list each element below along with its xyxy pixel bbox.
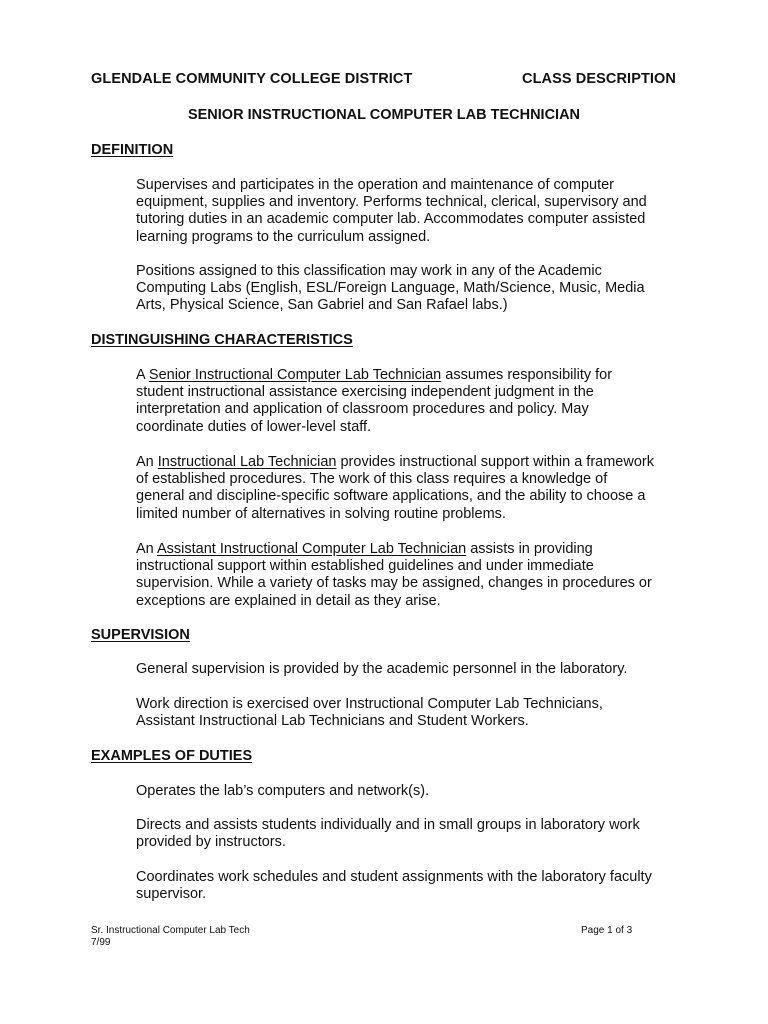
text-line: limited number of alternatives in solving routine problems.	[136, 505, 506, 522]
definition-paragraph-1	[136, 177, 681, 246]
duties-heading: EXAMPLES OF DUTIES	[91, 748, 253, 764]
distinguishing-heading: DISTINGUISHING CHARACTERISTICS	[91, 332, 353, 348]
supervision-paragraph-1	[136, 661, 681, 678]
text-line: Computing Labs (English, ESL/Foreign Language, Math/Science, Music, Media	[136, 280, 645, 297]
distinguishing-paragraph-1	[136, 367, 681, 436]
text-line: equipment, supplies and inventory. Performs technical, clerical, supervisory and	[136, 194, 647, 211]
text-line: of established procedures. The work of this class requires a knowledge of	[136, 471, 608, 488]
class-title-term: Assistant Instructional Computer Lab Technician	[156, 541, 467, 557]
text-line: Directs and assists students individually and in small groups in laboratory work	[136, 817, 640, 833]
text-line: instructional support within established guidelines and under immediate	[136, 558, 594, 575]
text-line: coordinate duties of lower-level staff.	[136, 418, 372, 435]
text-line: tutoring duties in an academic computer lab. Accommodates computer assisted	[136, 211, 646, 228]
text-line: learning programs to the curriculum assigned.	[136, 228, 431, 245]
text-line: supervision. While a variety of tasks may be assigned, changes in procedures or	[136, 575, 652, 592]
footer-page-number: Page 1 of 3	[581, 925, 633, 936]
text-line: An Instructional Lab Technician provides instructional support within a framework	[136, 454, 654, 470]
text-line: Work direction is exercised over Instructional Computer Lab Technicians,	[136, 696, 603, 712]
definition-paragraph-2	[136, 263, 681, 315]
text-line: Coordinates work schedules and student assignments with the laboratory faculty	[136, 869, 652, 885]
text-line: exceptions are explained in detail as they arise.	[136, 592, 441, 609]
document-type: CLASS DESCRIPTION	[522, 71, 676, 87]
definition-heading: DEFINITION	[91, 142, 174, 158]
duties-paragraph-2	[136, 817, 681, 851]
distinguishing-paragraph-3	[136, 541, 681, 610]
supervision-heading: SUPERVISION	[91, 627, 190, 643]
class-title-term: Senior Instructional Computer Lab Technician	[148, 367, 442, 383]
text-line: student instructional assistance exercising independent judgment in the	[136, 384, 594, 401]
text-line: General supervision is provided by the academic personnel in the laboratory.	[136, 661, 628, 677]
text-line: Assistant Instructional Lab Technicians and Student Workers.	[136, 713, 529, 730]
document-title: SENIOR INSTRUCTIONAL COMPUTER LAB TECHNICIAN	[187, 107, 581, 123]
text-line: interpretation and application of classroom procedures and policy. May	[136, 401, 589, 418]
district-name: GLENDALE COMMUNITY COLLEGE DISTRICT	[91, 71, 413, 87]
text-line: Positions assigned to this classification may work in any of the Academic	[136, 263, 602, 279]
text-line: A Senior Instructional Computer Lab Technician assumes responsibility for	[136, 367, 613, 383]
class-title-term: Instructional Lab Technician	[157, 454, 337, 470]
text-line: provided by instructors.	[136, 834, 286, 851]
text-line: Arts, Physical Science, San Gabriel and San Rafael labs.)	[136, 297, 508, 314]
footer-date: 7/99	[91, 937, 111, 948]
text-line: general and discipline-specific software applications, and the ability to choose a	[136, 488, 646, 505]
distinguishing-paragraph-2	[136, 454, 681, 523]
supervision-paragraph-2	[136, 696, 681, 730]
duties-paragraph-3	[136, 869, 681, 903]
footer-left	[91, 925, 250, 949]
text-line: Supervises and participates in the operation and maintenance of computer	[136, 177, 614, 193]
text-line: Operates the lab’s computers and network(s).	[136, 783, 430, 799]
footer-document-name: Sr. Instructional Computer Lab Tech	[91, 925, 250, 936]
text-line: supervisor.	[136, 886, 207, 903]
text-line: An Assistant Instructional Computer Lab Technician assists in providing	[136, 541, 593, 557]
duties-paragraph-1	[136, 783, 681, 800]
